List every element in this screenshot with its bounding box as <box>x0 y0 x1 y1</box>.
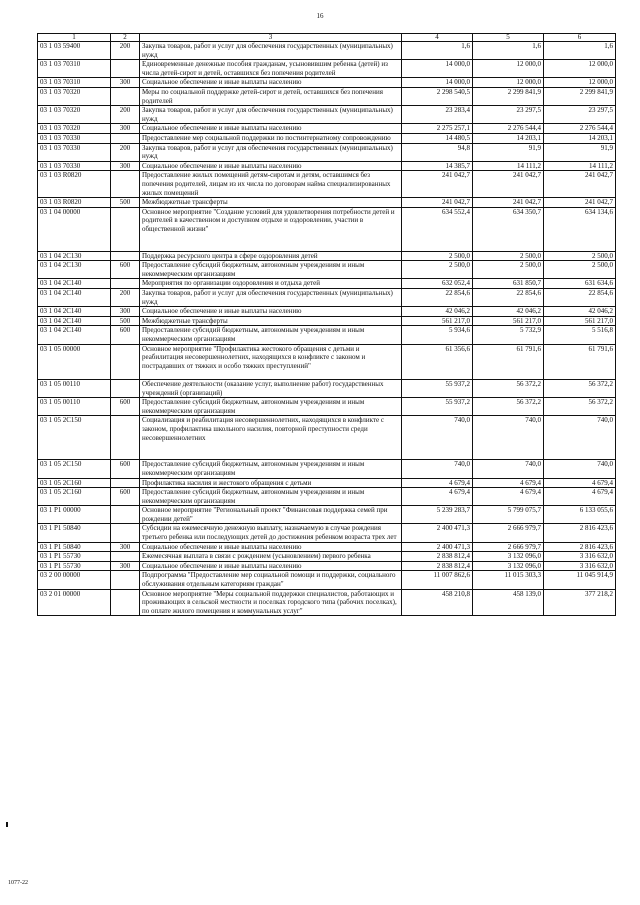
classification-code: 03 1 05 2C150 <box>38 416 111 460</box>
amount-col4: 4 679,4 <box>402 478 473 488</box>
item-name: Социализация и реабилитация несовершеннолетних, находящихся в конфликте с законом, профилактика школьного насилия, повторной преступности среди несовершеннолетних <box>140 416 402 460</box>
amount-col6: 56 372,2 <box>544 398 616 416</box>
amount-col6: 2 816 423,6 <box>544 524 616 542</box>
item-name: Основное мероприятие "Региональный проект "Финансовая поддержка семей при рождении детей" <box>140 506 402 524</box>
table-row <box>38 326 616 344</box>
item-name: Межбюджетные трансферты <box>140 198 402 208</box>
table-row <box>38 42 616 60</box>
amount-col5: 56 372,2 <box>473 379 544 397</box>
amount-col5: 11 015 303,3 <box>473 571 544 589</box>
amount-col5: 1,6 <box>473 42 544 60</box>
table-row <box>38 460 616 478</box>
expense-type-code: 300 <box>111 307 140 317</box>
amount-col5: 3 132 096,0 <box>473 552 544 562</box>
amount-col6: 14 203,1 <box>544 133 616 143</box>
amount-col6: 634 134,6 <box>544 207 616 251</box>
amount-col4: 11 007 862,6 <box>402 571 473 589</box>
classification-code: 03 1 03 70320 <box>38 106 111 124</box>
amount-col6: 91,9 <box>544 143 616 161</box>
amount-col6: 241 042,7 <box>544 198 616 208</box>
classification-code: 03 1 03 70320 <box>38 87 111 105</box>
amount-col4: 5 934,6 <box>402 326 473 344</box>
expense-type-code: 200 <box>111 106 140 124</box>
table-row <box>38 542 616 552</box>
classification-code: 03 1 P1 50840 <box>38 524 111 542</box>
classification-code: 03 1 05 00000 <box>38 344 111 379</box>
expense-type-code: 600 <box>111 326 140 344</box>
classification-code: 03 1 03 70310 <box>38 78 111 88</box>
amount-col4: 2 275 257,1 <box>402 124 473 134</box>
column-number: 2 <box>111 34 140 42</box>
classification-code: 03 1 04 2C140 <box>38 289 111 307</box>
item-name: Предоставление субсидий бюджетным, автономным учреждениям и иным некоммерческим организациям <box>140 460 402 478</box>
table-row <box>38 279 616 289</box>
expense-type-code <box>111 251 140 261</box>
amount-col5: 2 299 841,9 <box>473 87 544 105</box>
amount-col4: 561 217,0 <box>402 316 473 326</box>
item-name: Закупка товаров, работ и услуг для обеспечения государственных (муниципальных) нужд <box>140 42 402 60</box>
item-name: Мероприятия по организации оздоровления и отдыха детей <box>140 279 402 289</box>
classification-code: 03 1 04 2C130 <box>38 261 111 279</box>
amount-col4: 632 052,4 <box>402 279 473 289</box>
item-name: Обеспечение деятельности (оказание услуг, выполнение работ) государственных учреждений (организаций) <box>140 379 402 397</box>
expense-type-code <box>111 589 140 616</box>
amount-col4: 14 000,0 <box>402 60 473 78</box>
amount-col5: 740,0 <box>473 416 544 460</box>
amount-col5: 740,0 <box>473 460 544 478</box>
table-row <box>38 106 616 124</box>
amount-col4: 2 838 812,4 <box>402 561 473 571</box>
amount-col6: 14 111,2 <box>544 161 616 171</box>
amount-col4: 634 552,4 <box>402 207 473 251</box>
amount-col4: 2 838 812,4 <box>402 552 473 562</box>
expense-type-code: 600 <box>111 398 140 416</box>
table-row <box>38 416 616 460</box>
item-name: Социальное обеспечение и иные выплаты населению <box>140 78 402 88</box>
amount-col6: 377 218,2 <box>544 589 616 616</box>
expense-type-code: 200 <box>111 42 140 60</box>
expense-type-code <box>111 552 140 562</box>
expense-type-code <box>111 60 140 78</box>
amount-col4: 2 500,0 <box>402 251 473 261</box>
column-number: 6 <box>544 34 616 42</box>
expense-type-code: 300 <box>111 561 140 571</box>
classification-code: 03 1 P1 55730 <box>38 552 111 562</box>
column-number: 4 <box>402 34 473 42</box>
amount-col6: 4 679,4 <box>544 478 616 488</box>
table-row <box>38 506 616 524</box>
table-row <box>38 344 616 379</box>
classification-code: 03 2 00 00000 <box>38 571 111 589</box>
expense-type-code: 600 <box>111 460 140 478</box>
amount-col5: 61 791,6 <box>473 344 544 379</box>
classification-code: 03 1 03 R0820 <box>38 171 111 198</box>
budget-table <box>37 33 616 616</box>
amount-col6: 740,0 <box>544 416 616 460</box>
table-row <box>38 133 616 143</box>
amount-col5: 561 217,0 <box>473 316 544 326</box>
expense-type-code <box>111 171 140 198</box>
amount-col5: 14 111,2 <box>473 161 544 171</box>
classification-code: 03 1 05 2C160 <box>38 488 111 506</box>
classification-code: 03 1 05 2C150 <box>38 460 111 478</box>
table-row <box>38 289 616 307</box>
classification-code: 03 1 P1 00000 <box>38 506 111 524</box>
amount-col6: 2 500,0 <box>544 251 616 261</box>
amount-col4: 241 042,7 <box>402 198 473 208</box>
classification-code: 03 1 03 70320 <box>38 124 111 134</box>
classification-code: 03 1 03 70330 <box>38 133 111 143</box>
amount-col5: 56 372,2 <box>473 398 544 416</box>
amount-col6: 241 042,7 <box>544 171 616 198</box>
expense-type-code <box>111 416 140 460</box>
table-row <box>38 589 616 616</box>
item-name: Предоставление субсидий бюджетным, автономным учреждениям и иным некоммерческим организациям <box>140 261 402 279</box>
item-name: Социальное обеспечение и иные выплаты населению <box>140 307 402 317</box>
amount-col6: 561 217,0 <box>544 316 616 326</box>
expense-type-code: 300 <box>111 161 140 171</box>
amount-col5: 42 046,2 <box>473 307 544 317</box>
column-number: 5 <box>473 34 544 42</box>
amount-col5: 12 000,0 <box>473 60 544 78</box>
amount-col4: 55 937,2 <box>402 379 473 397</box>
amount-col4: 61 356,6 <box>402 344 473 379</box>
table-row <box>38 398 616 416</box>
classification-code: 03 1 05 00110 <box>38 398 111 416</box>
item-name: Основное мероприятие "Меры социальной поддержки специалистов, работающих и проживающих в сельской местности и поселках городского типа (рабочих поселках), по оплате жилого помещения и коммунальных услуг" <box>140 589 402 616</box>
amount-col5: 22 854,6 <box>473 289 544 307</box>
classification-code: 03 1 04 2C140 <box>38 316 111 326</box>
item-name: Социальное обеспечение и иные выплаты населению <box>140 561 402 571</box>
classification-code: 03 1 03 70310 <box>38 60 111 78</box>
classification-code: 03 1 04 2C140 <box>38 279 111 289</box>
amount-col6: 1,6 <box>544 42 616 60</box>
item-name: Меры по социальной поддержке детей-сирот и детей, оставшихся без попечения родителей <box>140 87 402 105</box>
table-row <box>38 488 616 506</box>
expense-type-code: 200 <box>111 143 140 161</box>
expense-type-code: 300 <box>111 78 140 88</box>
classification-code: 03 1 03 70330 <box>38 143 111 161</box>
amount-col5: 631 850,7 <box>473 279 544 289</box>
amount-col5: 4 679,4 <box>473 488 544 506</box>
amount-col6: 61 791,6 <box>544 344 616 379</box>
table-row <box>38 571 616 589</box>
amount-col6: 3 316 632,0 <box>544 552 616 562</box>
amount-col4: 23 283,4 <box>402 106 473 124</box>
expense-type-code <box>111 524 140 542</box>
expense-type-code <box>111 478 140 488</box>
amount-col5: 4 679,4 <box>473 478 544 488</box>
classification-code: 03 1 04 00000 <box>38 207 111 251</box>
item-name: Поддержка ресурсного центра в сфере оздоровления детей <box>140 251 402 261</box>
amount-col5: 5 732,9 <box>473 326 544 344</box>
classification-code: 03 1 03 59400 <box>38 42 111 60</box>
item-name: Предоставление субсидий бюджетным, автономным учреждениям и иным некоммерческим организациям <box>140 326 402 344</box>
expense-type-code <box>111 344 140 379</box>
item-name: Профилактика насилия и жестокого обращения с детьми <box>140 478 402 488</box>
amount-col4: 241 042,7 <box>402 171 473 198</box>
table-row <box>38 198 616 208</box>
amount-col4: 2 400 471,3 <box>402 524 473 542</box>
table-row <box>38 524 616 542</box>
amount-col6: 3 316 632,0 <box>544 561 616 571</box>
amount-col5: 91,9 <box>473 143 544 161</box>
amount-col4: 94,8 <box>402 143 473 161</box>
amount-col4: 55 937,2 <box>402 398 473 416</box>
expense-type-code <box>111 571 140 589</box>
amount-col6: 2 816 423,6 <box>544 542 616 552</box>
amount-col4: 14 000,0 <box>402 78 473 88</box>
table-row <box>38 161 616 171</box>
expense-type-code: 600 <box>111 488 140 506</box>
classification-code: 03 1 05 00110 <box>38 379 111 397</box>
amount-col6: 11 045 914,9 <box>544 571 616 589</box>
item-name: Подпрограмма "Предоставление мер социальной помощи и поддержки, социального обслуживания отдельным категориям граждан" <box>140 571 402 589</box>
amount-col6: 22 854,6 <box>544 289 616 307</box>
page-number: 16 <box>316 12 324 20</box>
item-name: Закупка товаров, работ и услуг для обеспечения государственных (муниципальных) нужд <box>140 289 402 307</box>
expense-type-code: 600 <box>111 261 140 279</box>
table-row <box>38 552 616 562</box>
expense-type-code: 200 <box>111 289 140 307</box>
expense-type-code <box>111 133 140 143</box>
amount-col4: 42 046,2 <box>402 307 473 317</box>
amount-col6: 12 000,0 <box>544 60 616 78</box>
item-name: Социальное обеспечение и иные выплаты населению <box>140 124 402 134</box>
expense-type-code <box>111 279 140 289</box>
item-name: Социальное обеспечение и иные выплаты населению <box>140 161 402 171</box>
amount-col6: 2 500,0 <box>544 261 616 279</box>
expense-type-code <box>111 207 140 251</box>
margin-mark <box>6 822 8 827</box>
expense-type-code: 300 <box>111 542 140 552</box>
item-name: Закупка товаров, работ и услуг для обеспечения государственных (муниципальных) нужд <box>140 143 402 161</box>
amount-col5: 458 139,0 <box>473 589 544 616</box>
table-row <box>38 307 616 317</box>
amount-col5: 2 276 544,4 <box>473 124 544 134</box>
table-row <box>38 478 616 488</box>
amount-col4: 14 480,5 <box>402 133 473 143</box>
amount-col5: 23 297,5 <box>473 106 544 124</box>
item-name: Субсидии на ежемесячную денежную выплату, назначаемую в случае рождения третьего ребенка или последующих детей до достижения ребенком возраста трех лет <box>140 524 402 542</box>
expense-type-code <box>111 379 140 397</box>
amount-col5: 14 203,1 <box>473 133 544 143</box>
item-name: Предоставление субсидий бюджетным, автономным учреждениям и иным некоммерческим организациям <box>140 488 402 506</box>
item-name: Предоставление жилых помещений детям-сиротам и детям, оставшимся без попечения родителей, лицам из их числа по договорам найма специализированных жилых помещений <box>140 171 402 198</box>
table-row <box>38 143 616 161</box>
expense-type-code: 500 <box>111 316 140 326</box>
classification-code: 03 2 01 00000 <box>38 589 111 616</box>
amount-col4: 2 500,0 <box>402 261 473 279</box>
item-name: Социальное обеспечение и иные выплаты населению <box>140 542 402 552</box>
amount-col6: 740,0 <box>544 460 616 478</box>
expense-type-code <box>111 506 140 524</box>
amount-col5: 2 500,0 <box>473 251 544 261</box>
amount-col4: 14 385,7 <box>402 161 473 171</box>
amount-col5: 241 042,7 <box>473 198 544 208</box>
amount-col5: 12 000,0 <box>473 78 544 88</box>
column-number: 3 <box>140 34 402 42</box>
table-header-row <box>38 34 616 42</box>
amount-col6: 6 133 055,6 <box>544 506 616 524</box>
amount-col5: 634 350,7 <box>473 207 544 251</box>
amount-col4: 740,0 <box>402 460 473 478</box>
classification-code: 03 1 04 2C130 <box>38 251 111 261</box>
item-name: Ежемесячная выплата в связи с рождением (усыновлением) первого ребенка <box>140 552 402 562</box>
table-row <box>38 124 616 134</box>
document-code: 1077-22 <box>8 880 28 886</box>
table-row <box>38 379 616 397</box>
amount-col6: 2 299 841,9 <box>544 87 616 105</box>
amount-col6: 23 297,5 <box>544 106 616 124</box>
amount-col6: 12 000,0 <box>544 78 616 88</box>
amount-col4: 22 854,6 <box>402 289 473 307</box>
table-row <box>38 87 616 105</box>
table-row <box>38 561 616 571</box>
item-name: Единовременные денежные пособия гражданам, усыновившим ребенка (детей) из числа детей-сирот и детей, оставшихся без попечения родителей <box>140 60 402 78</box>
table-row <box>38 261 616 279</box>
amount-col4: 1,6 <box>402 42 473 60</box>
amount-col6: 2 276 544,4 <box>544 124 616 134</box>
amount-col6: 5 516,8 <box>544 326 616 344</box>
expense-type-code: 500 <box>111 198 140 208</box>
table-row <box>38 60 616 78</box>
item-name: Предоставление мер социальной поддержки по постинтернатному сопровождению <box>140 133 402 143</box>
column-number: 1 <box>38 34 111 42</box>
expense-type-code: 300 <box>111 124 140 134</box>
amount-col4: 740,0 <box>402 416 473 460</box>
classification-code: 03 1 P1 50840 <box>38 542 111 552</box>
item-name: Межбюджетные трансферты <box>140 316 402 326</box>
classification-code: 03 1 05 2C160 <box>38 478 111 488</box>
item-name: Предоставление субсидий бюджетным, автономным учреждениям и иным некоммерческим организациям <box>140 398 402 416</box>
amount-col4: 2 298 540,5 <box>402 87 473 105</box>
classification-code: 03 1 03 R0820 <box>38 198 111 208</box>
table-row <box>38 78 616 88</box>
table-row <box>38 207 616 251</box>
amount-col4: 2 400 471,3 <box>402 542 473 552</box>
amount-col5: 2 666 979,7 <box>473 524 544 542</box>
amount-col5: 3 132 096,0 <box>473 561 544 571</box>
table-row <box>38 171 616 198</box>
amount-col5: 2 500,0 <box>473 261 544 279</box>
amount-col5: 2 666 979,7 <box>473 542 544 552</box>
amount-col4: 458 210,8 <box>402 589 473 616</box>
amount-col5: 241 042,7 <box>473 171 544 198</box>
classification-code: 03 1 P1 55730 <box>38 561 111 571</box>
expense-type-code <box>111 87 140 105</box>
table-row <box>38 251 616 261</box>
amount-col5: 5 799 075,7 <box>473 506 544 524</box>
classification-code: 03 1 04 2C140 <box>38 307 111 317</box>
classification-code: 03 1 04 2C140 <box>38 326 111 344</box>
item-name: Основное мероприятие "Создание условий для удовлетворения потребности детей и родителей в качественном и доступном отдыхе и оздоровлении, участии в общественной жизни" <box>140 207 402 251</box>
item-name: Основное мероприятие "Профилактика жестокого обращения с детьми и реабилитация несовершеннолетних, находящихся в конфликте с законом и пострадавших от тяжких и особо тяжких преступлений" <box>140 344 402 379</box>
amount-col6: 56 372,2 <box>544 379 616 397</box>
amount-col6: 631 634,6 <box>544 279 616 289</box>
classification-code: 03 1 03 70330 <box>38 161 111 171</box>
amount-col6: 42 046,2 <box>544 307 616 317</box>
amount-col4: 4 679,4 <box>402 488 473 506</box>
amount-col4: 5 239 283,7 <box>402 506 473 524</box>
table-row <box>38 316 616 326</box>
item-name: Закупка товаров, работ и услуг для обеспечения государственных (муниципальных) нужд <box>140 106 402 124</box>
amount-col6: 4 679,4 <box>544 488 616 506</box>
